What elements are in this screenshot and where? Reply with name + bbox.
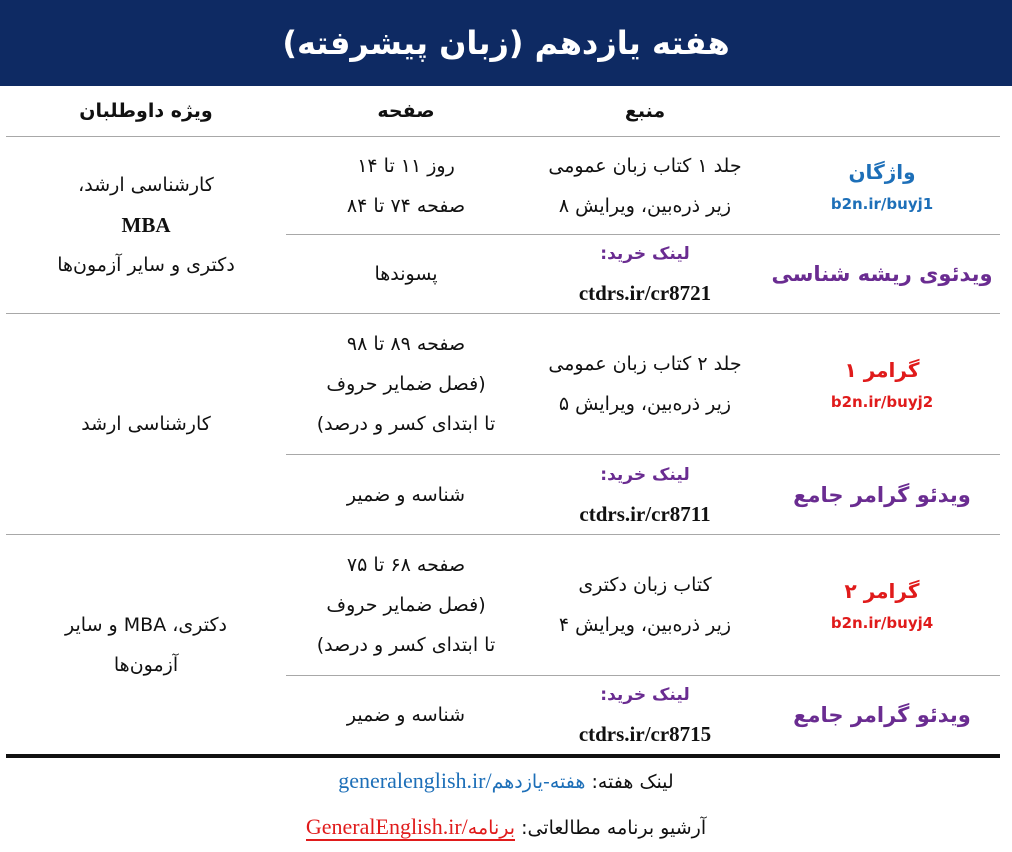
buy-link[interactable]: ctdrs.ir/cr8711: [579, 501, 711, 526]
topic-cell: [764, 455, 1000, 535]
table-row: [6, 535, 1000, 676]
topic-link[interactable]: b2n.ir/buyj4: [830, 614, 934, 632]
page-line: پسوندها: [374, 263, 438, 285]
topic-cell: [764, 235, 1000, 314]
week-link-line: [0, 768, 1012, 794]
candidates-cell: [6, 535, 286, 755]
page-line: تا ابتدای کسر و درصد): [316, 413, 496, 435]
topic-cell: [764, 535, 1000, 676]
page-cell: [286, 235, 526, 314]
buy-link[interactable]: ctdrs.ir/cr8715: [578, 722, 712, 746]
source-cell: [526, 535, 764, 676]
page-title: هفته یازدهم (زبان پیشرفته): [282, 24, 730, 62]
candidates-cell: [6, 137, 286, 314]
source-line: زیر ذره‌بین، ویرایش ۵: [558, 393, 732, 415]
schedule-table: [6, 86, 1000, 754]
page-line: روز ۱۱ تا ۱۴: [357, 154, 455, 177]
footer-divider: [6, 754, 1000, 758]
topic-title: واژگان: [848, 159, 916, 184]
header-page: صفحه: [377, 100, 435, 122]
page-line: صفحه ۸۹ تا ۹۸: [346, 333, 466, 355]
candidates-cell: [6, 314, 286, 535]
page-cell: [286, 455, 526, 535]
topic-title: ویدئوی ریشه شناسی: [771, 262, 993, 286]
week-link-label: لینک هفته:: [591, 771, 674, 793]
topic-link[interactable]: b2n.ir/buyj2: [830, 393, 934, 411]
header-candidates: ویژه داوطلبان: [79, 100, 213, 122]
candidate-line: کارشناسی ارشد: [81, 413, 211, 435]
candidate-line: دکتری و سایر آزمون‌ها: [57, 254, 235, 276]
buy-label: لینک خرید:: [600, 464, 690, 485]
page-cell: [286, 535, 526, 676]
source-cell: [526, 235, 764, 314]
candidate-line: آزمون‌ها: [113, 653, 179, 676]
source-line: کتاب زبان دکتری: [578, 574, 712, 596]
archive-link-path[interactable]: برنامه: [467, 817, 516, 839]
table-row: [6, 137, 1000, 235]
source-line: جلد ۱ کتاب زبان عمومی: [548, 154, 742, 177]
buy-link[interactable]: ctdrs.ir/cr8721: [578, 281, 712, 305]
source-cell: [526, 314, 764, 455]
topic-title: گرامر ۱: [844, 358, 920, 382]
candidate-line: MBA: [121, 213, 171, 237]
topic-cell: [764, 676, 1000, 755]
page-line: (فصل ضمایر حروف: [326, 373, 486, 395]
week-link-domain[interactable]: generalenglish.ir/: [338, 768, 492, 793]
topic-link[interactable]: b2n.ir/buyj1: [830, 194, 934, 213]
table-header-row: [6, 86, 1000, 137]
archive-link-domain[interactable]: GeneralEnglish.ir/: [305, 814, 468, 839]
candidate-line: دکتری، MBA و سایر: [65, 613, 227, 636]
source-line: جلد ۲ کتاب زبان عمومی: [548, 353, 742, 375]
archive-link-line: [0, 814, 1012, 840]
page-line: شناسه و ضمیر: [346, 483, 466, 506]
source-line: زیر ذره‌بین، ویرایش ۸: [558, 194, 732, 217]
page-cell: [286, 676, 526, 755]
candidate-line: کارشناسی ارشد،: [78, 174, 214, 196]
page-line: صفحه ۶۸ تا ۷۵: [346, 554, 466, 576]
page-line: صفحه ۷۴ تا ۸۴: [346, 194, 466, 217]
table-row: [6, 314, 1000, 455]
week-link-path[interactable]: هفته-یازدهم: [491, 771, 586, 793]
page-title-banner: [0, 0, 1012, 86]
source-cell: [526, 676, 764, 755]
buy-label: لینک خرید:: [600, 244, 690, 264]
topic-cell: [764, 137, 1000, 235]
buy-label: لینک خرید:: [600, 685, 690, 705]
page-line: (فصل ضمایر حروف: [326, 594, 486, 616]
topic-cell: [764, 314, 1000, 455]
page-cell: [286, 137, 526, 235]
topic-title: ویدئو گرامر جامع: [793, 703, 971, 727]
source-cell: [526, 455, 764, 535]
header-topic: [764, 86, 1000, 137]
page-cell: [286, 314, 526, 455]
page-line: شناسه و ضمیر: [346, 704, 466, 726]
source-cell: [526, 137, 764, 235]
archive-link-label: آرشیو برنامه مطالعاتی:: [521, 817, 707, 839]
topic-title: گرامر ۲: [844, 579, 920, 603]
source-line: زیر ذره‌بین، ویرایش ۴: [558, 614, 732, 636]
topic-title: ویدئو گرامر جامع: [793, 482, 971, 507]
header-source: منبع: [624, 100, 666, 122]
page-line: تا ابتدای کسر و درصد): [316, 634, 496, 656]
